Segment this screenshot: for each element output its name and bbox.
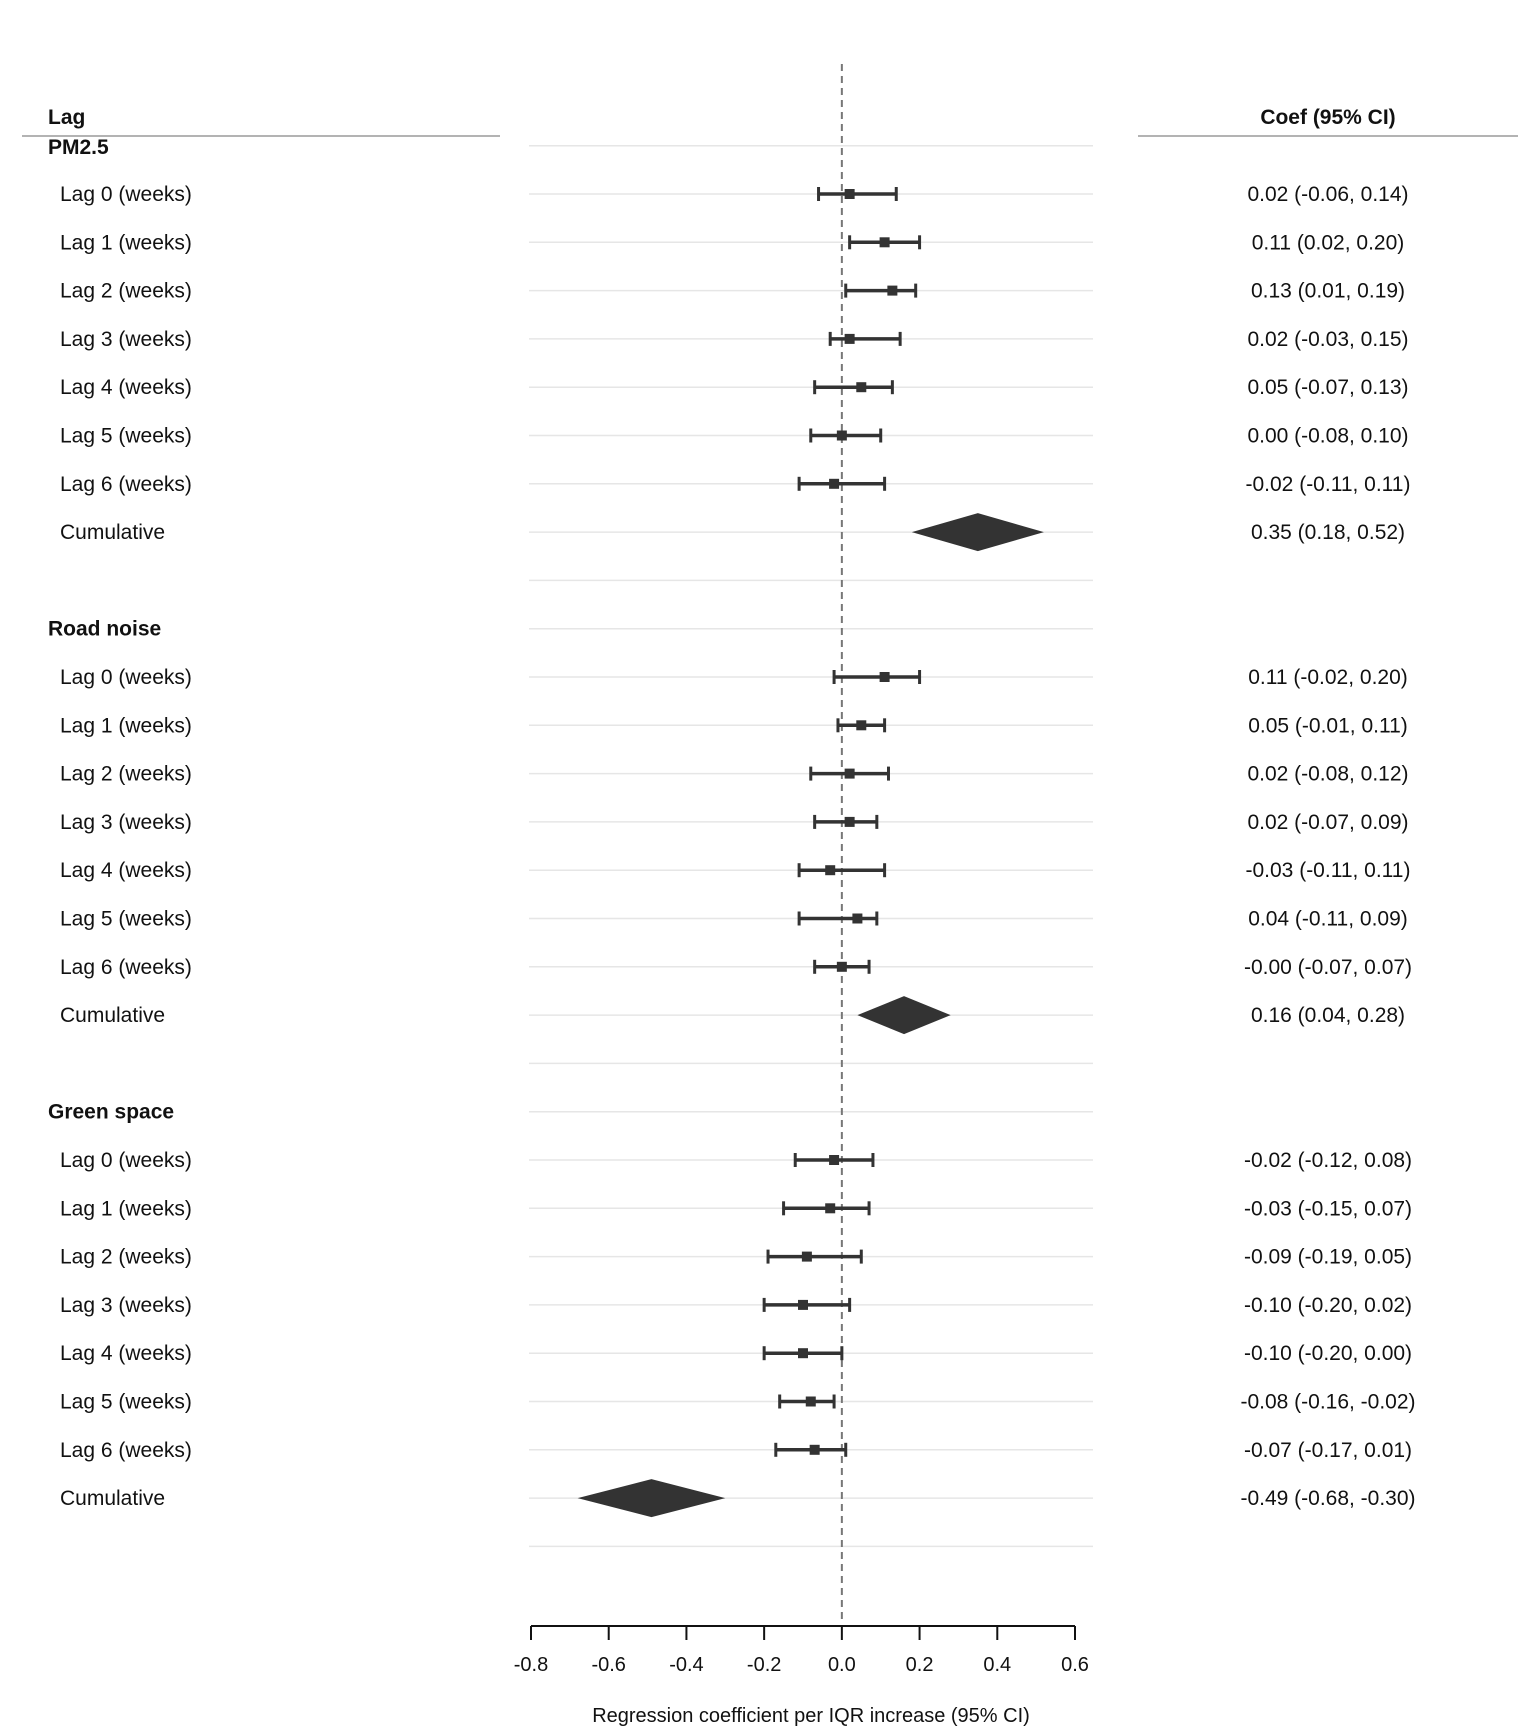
point-estimate (845, 817, 855, 827)
point-estimate (825, 1203, 835, 1213)
point-estimate (829, 479, 839, 489)
row-label: Lag 3 (weeks) (60, 1293, 192, 1317)
row-label: Cumulative (60, 521, 166, 545)
row-label: Lag 1 (weeks) (60, 1197, 192, 1221)
row-label: Lag 0 (weeks) (60, 183, 192, 206)
ci-text: -0.08 (-0.16, -0.02) (1240, 1390, 1416, 1414)
point-estimate (845, 769, 855, 779)
row-label: Cumulative (60, 1004, 166, 1028)
ci-text: 0.02 (-0.06, 0.14) (1247, 183, 1409, 206)
x-tick-label: -0.2 (746, 1654, 782, 1676)
ci-text: -0.00 (-0.07, 0.07) (1243, 955, 1413, 979)
row-label: Lag 3 (weeks) (60, 327, 192, 351)
point-estimate (806, 1397, 816, 1407)
ci-text: -0.03 (-0.15, 0.07) (1243, 1197, 1413, 1221)
point-estimate (798, 1300, 808, 1310)
row-labels (48, 136, 192, 1510)
row-label: Lag 0 (weeks) (60, 666, 192, 689)
ci-text: -0.49 (-0.68, -0.30) (1240, 1487, 1416, 1511)
ci-text: 0.11 (0.02, 0.20) (1251, 231, 1405, 255)
point-estimate (837, 962, 847, 972)
group-label-0: PM2.5 (48, 136, 109, 159)
ci-text: 0.13 (0.01, 0.19) (1250, 279, 1406, 303)
point-estimate (802, 1252, 812, 1262)
ci-text: 0.02 (-0.08, 0.12) (1247, 762, 1409, 786)
row-label: Lag 2 (weeks) (60, 762, 192, 786)
pooled-diamond (857, 996, 950, 1034)
row-label: Lag 1 (weeks) (60, 714, 192, 738)
ci-text: -0.10 (-0.20, 0.02) (1243, 1293, 1413, 1317)
point-estimate (825, 865, 835, 875)
point-estimate (837, 431, 847, 441)
left-column-header: Lag (48, 106, 86, 129)
point-estimate (845, 189, 855, 199)
point-estimate (852, 914, 862, 924)
row-label: Lag 3 (weeks) (60, 810, 192, 834)
ci-text: -0.03 (-0.11, 0.11) (1245, 859, 1411, 883)
ci-text: 0.11 (-0.02, 0.20) (1248, 666, 1408, 689)
row-label: Lag 5 (weeks) (60, 1390, 192, 1414)
pooled-diamond (578, 1479, 726, 1517)
row-label: Lag 6 (weeks) (60, 472, 192, 496)
pooled-diamond (912, 513, 1044, 551)
row-label: Lag 5 (weeks) (60, 424, 192, 448)
row-label: Lag 2 (weeks) (60, 279, 192, 303)
point-estimate (798, 1348, 808, 1358)
ci-text-column (1240, 183, 1415, 1510)
row-label: Lag 6 (weeks) (60, 955, 192, 979)
point-estimate (810, 1445, 820, 1455)
gridlines (529, 146, 1093, 1547)
ci-text: -0.02 (-0.11, 0.11) (1245, 472, 1411, 496)
group-label-2: Green space (48, 1100, 175, 1124)
ci-text: 0.05 (-0.01, 0.11) (1248, 714, 1408, 738)
ci-text: -0.07 (-0.17, 0.01) (1243, 1438, 1413, 1462)
point-estimate (856, 720, 866, 730)
x-tick-label: 0.4 (983, 1654, 1012, 1676)
row-label: Lag 0 (weeks) (60, 1149, 192, 1172)
ci-text: 0.02 (-0.07, 0.09) (1247, 810, 1409, 834)
row-label: Lag 1 (weeks) (60, 231, 192, 255)
group-label-1: Road noise (48, 617, 162, 641)
point-estimate (856, 382, 866, 392)
ci-text: 0.35 (0.18, 0.52) (1250, 521, 1406, 545)
row-label: Lag 4 (weeks) (60, 376, 192, 400)
row-label: Lag 6 (weeks) (60, 1438, 192, 1462)
point-estimate (880, 237, 890, 247)
ci-text: 0.00 (-0.08, 0.10) (1247, 424, 1409, 448)
row-label: Lag 5 (weeks) (60, 907, 192, 931)
ci-text: 0.16 (0.04, 0.28) (1250, 1004, 1406, 1028)
ci-text: 0.05 (-0.07, 0.13) (1247, 376, 1409, 400)
ci-text: 0.02 (-0.03, 0.15) (1247, 327, 1409, 351)
x-tick-label: -0.4 (669, 1654, 704, 1676)
x-tick-label: 0.0 (827, 1654, 856, 1676)
row-label: Lag 4 (weeks) (60, 1342, 192, 1366)
row-label: Lag 4 (weeks) (60, 859, 192, 883)
ci-text: 0.04 (-0.11, 0.09) (1248, 907, 1408, 931)
ci-text: -0.09 (-0.19, 0.05) (1243, 1245, 1413, 1269)
ci-text: -0.02 (-0.12, 0.08) (1243, 1149, 1413, 1172)
x-tick-label: 0.6 (1061, 1654, 1089, 1676)
point-estimate (880, 672, 890, 682)
right-column-header: Coef (95% CI) (1260, 106, 1396, 129)
x-tick-label: -0.6 (591, 1654, 626, 1676)
row-label: Cumulative (60, 1487, 166, 1511)
point-estimate (845, 334, 855, 344)
point-estimate (887, 286, 897, 296)
point-estimate (829, 1155, 839, 1165)
row-label: Lag 2 (weeks) (60, 1245, 192, 1269)
x-tick-label: -0.8 (513, 1654, 549, 1676)
x-axis (514, 1626, 1089, 1676)
x-tick-label: 0.2 (905, 1654, 934, 1676)
x-axis-label: Regression coefficient per IQR increase (95% CI) (592, 1705, 1030, 1727)
ci-text: -0.10 (-0.20, 0.00) (1243, 1342, 1413, 1366)
